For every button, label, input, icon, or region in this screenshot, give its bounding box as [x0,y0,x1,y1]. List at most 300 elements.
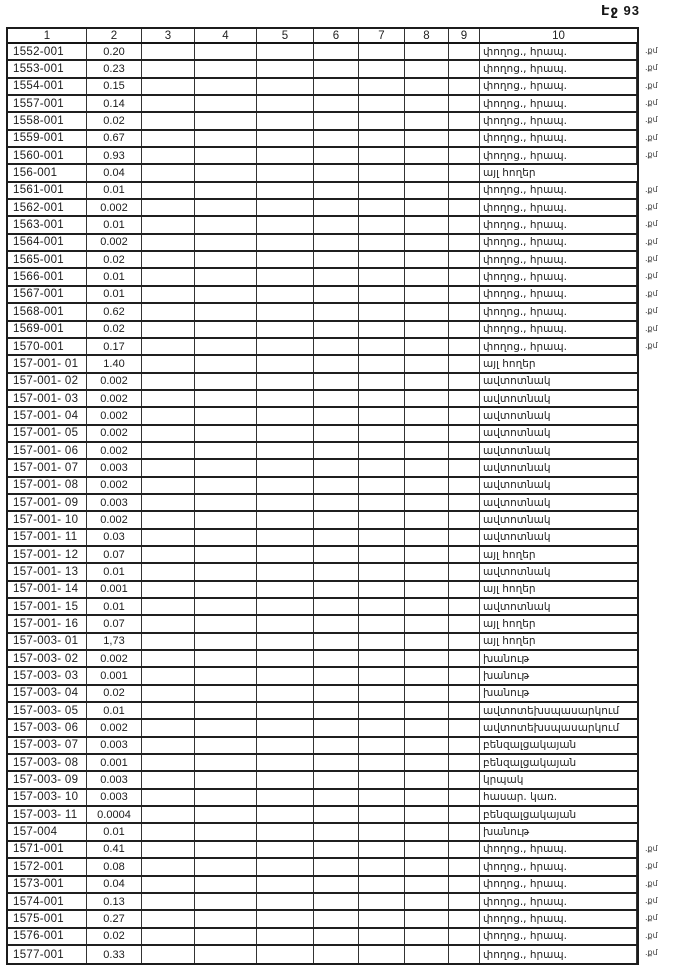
empty-cell-5 [257,148,314,163]
cadastre-table [6,27,658,965]
parcel-id-cell: 1576-001 [8,929,87,944]
area-value-cell: 0.003 [87,738,142,753]
empty-cell-6 [314,738,359,753]
empty-cell-5 [257,547,314,562]
margin-note: .քմ [645,306,658,316]
empty-cell-5 [257,807,314,822]
table-row [8,929,658,946]
land-use-cell: ավտոտնակ [483,479,551,492]
empty-cell-5 [257,131,314,146]
table-row [8,374,637,391]
parcel-id-cell: 1574-001 [8,894,87,909]
land-use-cell: փողոց., հրապ. [480,929,637,944]
table-row [8,911,658,928]
empty-cell-9 [449,616,480,631]
land-use-cell: հասար. կառ. [483,791,558,804]
parcel-id-cell: 1561-001 [8,183,87,198]
empty-cell-7 [359,61,405,76]
empty-cell-8 [405,287,449,302]
empty-cell-8 [405,929,449,944]
area-value-cell: 0.003 [87,790,142,805]
empty-cell-4 [195,183,257,198]
empty-cell-7 [359,443,405,458]
parcel-id-cell: 157-001- 14 [8,582,87,597]
margin-note: .քմ [645,219,658,229]
empty-cell-8 [405,460,449,475]
land-use-cell: փողոց., հրապ. [480,304,637,319]
empty-cell-6 [314,616,359,631]
empty-cell-5 [257,44,314,59]
empty-cell-4 [195,686,257,701]
empty-cell-8 [405,894,449,909]
empty-cell-7 [359,113,405,128]
empty-cell-6 [314,512,359,527]
parcel-id-cell: 1566-001 [8,269,87,284]
parcel-id-cell: 157-001- 05 [8,426,87,441]
empty-cell-5 [257,96,314,111]
empty-cell-8 [405,807,449,822]
area-value-cell: 0.002 [87,200,142,215]
empty-cell-9 [449,512,480,527]
margin-note: .քմ [645,184,658,194]
empty-cell-6 [314,148,359,163]
empty-cell-7 [359,131,405,146]
parcel-id-cell: 157-001- 01 [8,356,87,371]
empty-cell-5 [257,686,314,701]
area-value-cell: 0.67 [87,131,142,146]
empty-cell-4 [195,911,257,926]
table-row [8,44,658,61]
empty-cell-4 [195,599,257,614]
empty-cell-4 [195,512,257,527]
empty-cell-4 [195,322,257,337]
table-row [8,946,658,963]
empty-cell-9 [449,634,480,649]
column-header-3: 3 [142,29,195,42]
land-use-cell: փողոց., հրապ. [480,946,637,963]
empty-cell-6 [314,478,359,493]
area-value-cell: 0.04 [87,165,142,180]
empty-cell-6 [314,44,359,59]
parcel-id-cell: 1577-001 [8,946,87,963]
empty-cell-3 [142,148,195,163]
empty-cell-3 [142,269,195,284]
empty-cell-9 [449,824,480,839]
empty-cell-5 [257,374,314,389]
area-value-cell: 0.07 [87,616,142,631]
empty-cell-7 [359,929,405,944]
land-use-cell: փողոց., հրապ. [480,877,637,892]
parcel-id-cell: 1567-001 [8,287,87,302]
empty-cell-7 [359,252,405,267]
empty-cell-4 [195,443,257,458]
parcel-id-cell: 157-001- 10 [8,512,87,527]
empty-cell-7 [359,824,405,839]
table-row [8,530,637,547]
empty-cell-8 [405,790,449,805]
land-use-cell: փողոց., հրապ. [480,859,637,874]
empty-cell-6 [314,113,359,128]
empty-cell-3 [142,426,195,441]
empty-cell-5 [257,634,314,649]
area-value-cell: 0.04 [87,877,142,892]
empty-cell-6 [314,877,359,892]
empty-cell-8 [405,391,449,406]
column-header-4: 4 [195,29,257,42]
empty-cell-7 [359,547,405,562]
parcel-id-cell: 1552-001 [8,44,87,59]
empty-cell-3 [142,408,195,423]
empty-cell-5 [257,842,314,857]
empty-cell-4 [195,859,257,874]
parcel-id-cell: 157-003- 03 [8,668,87,683]
empty-cell-3 [142,703,195,718]
empty-cell-8 [405,304,449,319]
empty-cell-7 [359,668,405,683]
parcel-id-cell: 1563-001 [8,217,87,232]
area-value-cell: 0.001 [87,668,142,683]
table-row [8,79,658,96]
parcel-id-cell: 1560-001 [8,148,87,163]
empty-cell-3 [142,564,195,579]
empty-cell-5 [257,183,314,198]
empty-cell-8 [405,824,449,839]
empty-cell-7 [359,235,405,250]
parcel-id-cell: 1553-001 [8,61,87,76]
empty-cell-7 [359,339,405,354]
empty-cell-3 [142,200,195,215]
margin-note: .քմ [645,861,658,871]
table-row [8,790,637,807]
empty-cell-8 [405,235,449,250]
parcel-id-cell: 1559-001 [8,131,87,146]
empty-cell-6 [314,96,359,111]
table-row [8,443,637,460]
empty-cell-9 [449,807,480,822]
empty-cell-9 [449,165,480,180]
column-header-8: 8 [405,29,449,42]
table-row [8,287,658,304]
empty-cell-3 [142,651,195,666]
empty-cell-3 [142,668,195,683]
empty-cell-6 [314,720,359,735]
empty-cell-3 [142,720,195,735]
empty-cell-4 [195,616,257,631]
empty-cell-5 [257,426,314,441]
table-row [8,842,658,859]
area-value-cell: 0.01 [87,824,142,839]
empty-cell-8 [405,339,449,354]
land-use-cell: փողոց., հրապ. [480,113,637,128]
area-value-cell: 0.0004 [87,807,142,822]
empty-cell-8 [405,772,449,787]
empty-cell-8 [405,738,449,753]
parcel-id-cell: 157-001- 12 [8,547,87,562]
empty-cell-3 [142,599,195,614]
empty-cell-8 [405,582,449,597]
area-value-cell: 0.002 [87,720,142,735]
parcel-id-cell: 1573-001 [8,877,87,892]
empty-cell-7 [359,807,405,822]
empty-cell-6 [314,495,359,510]
parcel-id-cell: 157-003- 10 [8,790,87,805]
area-value-cell: 0.41 [87,842,142,857]
empty-cell-4 [195,61,257,76]
empty-cell-5 [257,668,314,683]
empty-cell-9 [449,946,480,963]
empty-cell-7 [359,356,405,371]
land-use-cell: փողոց., հրապ. [480,44,637,59]
land-use-cell: ավտոտնակ [483,409,551,422]
empty-cell-6 [314,824,359,839]
empty-cell-3 [142,772,195,787]
land-use-cell: փողոց., հրապ. [480,252,637,267]
land-use-cell: կրպակ [483,774,524,787]
empty-cell-9 [449,235,480,250]
land-use-cell: խանութ [483,652,530,665]
table-row [8,235,658,252]
empty-cell-9 [449,530,480,545]
empty-cell-4 [195,738,257,753]
land-use-cell: ավտոտնակ [483,461,551,474]
empty-cell-7 [359,859,405,874]
empty-cell-3 [142,217,195,232]
land-use-cell: ավտոտնակ [483,600,551,613]
area-value-cell: 0.17 [87,339,142,354]
empty-cell-4 [195,131,257,146]
empty-cell-8 [405,877,449,892]
margin-note: .քմ [645,115,658,125]
empty-cell-3 [142,790,195,805]
margin-note: .քմ [645,843,658,853]
table-row [8,339,658,356]
land-use-cell: ավտոտեխսպասարկում [483,722,620,735]
margin-note: .քմ [645,63,658,73]
land-use-cell: այլ հողեր [483,548,536,561]
empty-cell-4 [195,582,257,597]
empty-cell-8 [405,859,449,874]
empty-cell-8 [405,165,449,180]
empty-cell-3 [142,634,195,649]
parcel-id-cell: 1575-001 [8,911,87,926]
empty-cell-3 [142,738,195,753]
column-header-7: 7 [359,29,405,42]
land-use-cell: բենզալցակայան [483,808,577,821]
area-value-cell: 0.003 [87,772,142,787]
area-value-cell: 0.02 [87,929,142,944]
parcel-id-cell: 157-001- 07 [8,460,87,475]
empty-cell-6 [314,651,359,666]
empty-cell-8 [405,96,449,111]
empty-cell-4 [195,408,257,423]
area-value-cell: 0.003 [87,495,142,510]
area-value-cell: 0.13 [87,894,142,909]
empty-cell-9 [449,911,480,926]
land-use-cell: փողոց., հրապ. [480,287,637,302]
empty-cell-6 [314,564,359,579]
table-row [8,304,658,321]
land-use-cell: ավտոտնակ [483,513,551,526]
empty-cell-9 [449,304,480,319]
empty-cell-6 [314,894,359,909]
parcel-id-cell: 157-001- 11 [8,530,87,545]
table-row [8,564,637,581]
empty-cell-7 [359,738,405,753]
empty-cell-9 [449,651,480,666]
margin-note: .քմ [645,895,658,905]
empty-cell-5 [257,339,314,354]
parcel-id-cell: 157-001- 08 [8,478,87,493]
table-row [8,599,637,616]
empty-cell-3 [142,547,195,562]
margin-note: .քմ [645,323,658,333]
empty-cell-7 [359,720,405,735]
parcel-id-cell: 1564-001 [8,235,87,250]
empty-cell-8 [405,113,449,128]
empty-cell-5 [257,460,314,475]
empty-cell-9 [449,391,480,406]
empty-cell-7 [359,894,405,909]
empty-cell-7 [359,755,405,770]
table-header-row [8,29,637,44]
empty-cell-8 [405,911,449,926]
empty-cell-5 [257,720,314,735]
empty-cell-9 [449,79,480,94]
empty-cell-9 [449,599,480,614]
parcel-id-cell: 157-001- 03 [8,391,87,406]
table-row [8,720,637,737]
table-row [8,824,637,841]
empty-cell-5 [257,911,314,926]
empty-cell-5 [257,859,314,874]
land-use-cell: ավտոտնակ [483,531,551,544]
land-use-cell: բենզալցակայան [483,739,577,752]
empty-cell-3 [142,460,195,475]
empty-cell-9 [449,96,480,111]
empty-cell-3 [142,183,195,198]
parcel-id-cell: 157-001- 15 [8,599,87,614]
empty-cell-7 [359,842,405,857]
empty-cell-5 [257,824,314,839]
empty-cell-6 [314,443,359,458]
empty-cell-5 [257,790,314,805]
empty-cell-6 [314,703,359,718]
parcel-id-cell: 157-001- 04 [8,408,87,423]
land-use-cell: փողոց., հրապ. [480,894,637,909]
empty-cell-5 [257,287,314,302]
empty-cell-4 [195,668,257,683]
empty-cell-8 [405,252,449,267]
empty-cell-9 [449,460,480,475]
land-use-cell: փողոց., հրապ. [480,911,637,926]
empty-cell-4 [195,460,257,475]
empty-cell-7 [359,599,405,614]
empty-cell-5 [257,894,314,909]
table-row [8,148,658,165]
empty-cell-7 [359,165,405,180]
empty-cell-5 [257,703,314,718]
parcel-id-cell: 157-003- 09 [8,772,87,787]
empty-cell-6 [314,911,359,926]
empty-cell-5 [257,252,314,267]
margin-note: .քմ [645,236,658,246]
empty-cell-7 [359,200,405,215]
margin-note: .քմ [645,254,658,264]
empty-cell-8 [405,443,449,458]
land-use-cell: խանութ [483,687,530,700]
land-use-cell: ավտոտնակ [483,444,551,457]
table-row [8,686,637,703]
empty-cell-7 [359,287,405,302]
land-use-cell: փողոց., հրապ. [480,183,637,198]
column-header-1: 1 [8,29,87,42]
empty-cell-8 [405,148,449,163]
table-row [8,859,658,876]
empty-cell-4 [195,235,257,250]
area-value-cell: 0.02 [87,113,142,128]
table-row [8,616,637,633]
area-value-cell: 0.01 [87,703,142,718]
empty-cell-9 [449,322,480,337]
land-use-cell: խանութ [483,670,530,683]
empty-cell-9 [449,582,480,597]
margin-note: .քմ [645,80,658,90]
empty-cell-5 [257,304,314,319]
empty-cell-9 [449,252,480,267]
land-use-cell: փողոց., հրապ. [480,131,637,146]
empty-cell-8 [405,183,449,198]
empty-cell-5 [257,495,314,510]
empty-cell-8 [405,426,449,441]
empty-cell-5 [257,322,314,337]
empty-cell-5 [257,113,314,128]
table-row [8,755,637,772]
empty-cell-9 [449,755,480,770]
table-row [8,61,658,78]
empty-cell-8 [405,408,449,423]
empty-cell-5 [257,61,314,76]
table-row [8,495,637,512]
empty-cell-7 [359,616,405,631]
empty-cell-5 [257,564,314,579]
land-use-cell: ավտոտնակ [483,375,551,388]
land-use-cell: փողոց., հրապ. [480,79,637,94]
table-row [8,894,658,911]
margin-note: .քմ [645,150,658,160]
parcel-id-cell: 1572-001 [8,859,87,874]
empty-cell-6 [314,842,359,857]
empty-cell-4 [195,547,257,562]
empty-cell-4 [195,113,257,128]
empty-cell-6 [314,408,359,423]
empty-cell-6 [314,339,359,354]
empty-cell-5 [257,165,314,180]
empty-cell-6 [314,772,359,787]
parcel-id-cell: 157-003- 02 [8,651,87,666]
area-value-cell: 0.01 [87,599,142,614]
empty-cell-5 [257,512,314,527]
margin-note: .քմ [645,98,658,108]
empty-cell-7 [359,946,405,963]
empty-cell-3 [142,287,195,302]
empty-cell-5 [257,599,314,614]
area-value-cell: 0.001 [87,582,142,597]
empty-cell-8 [405,842,449,857]
table-row [8,408,637,425]
empty-cell-9 [449,478,480,493]
empty-cell-4 [195,200,257,215]
empty-cell-9 [449,131,480,146]
